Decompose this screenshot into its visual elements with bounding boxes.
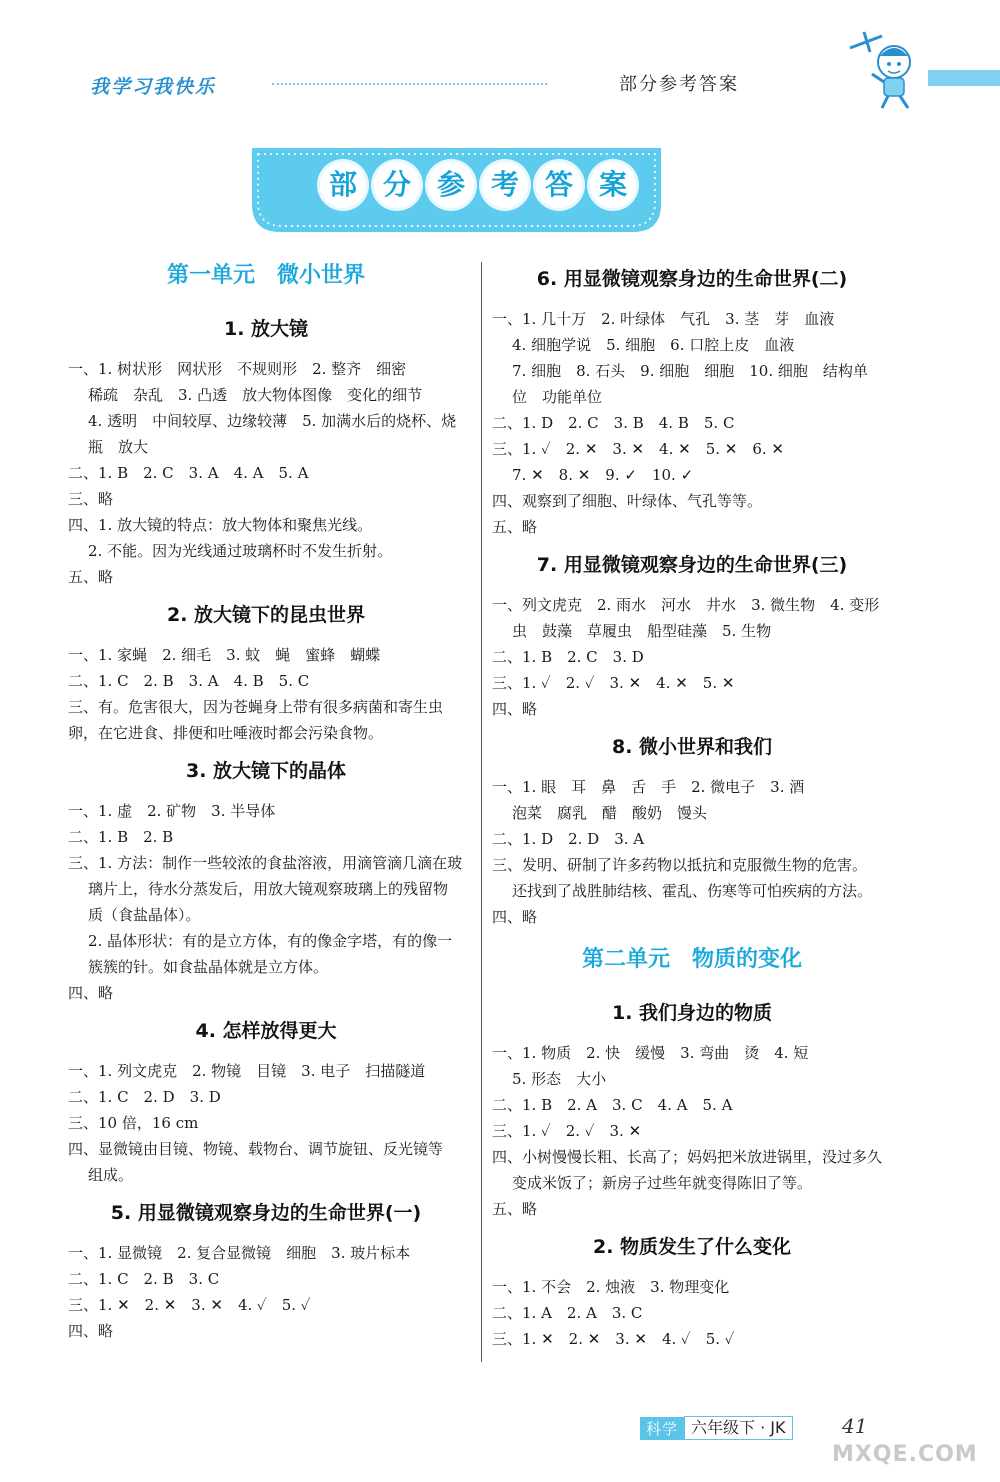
answer-line: 四、观察到了细胞、叶绿体、气孔等等。 [492, 492, 763, 510]
answer-line: 二、1. C 2. B 3. C [68, 1270, 220, 1288]
answer-line: 一、1. 显微镜 2. 复合显微镜 细胞 3. 玻片标本 [68, 1244, 411, 1262]
lesson-title: 1. 放大镜 [223, 318, 309, 340]
footer-subject: 科学 [640, 1417, 684, 1440]
answer-line: 一、1. 列文虎克 2. 物镜 目镜 3. 电子 扫描隧道 [68, 1062, 426, 1080]
answer-line: 三、有。危害很大，因为苍蝇身上带有很多病菌和寄生虫 [68, 698, 444, 716]
answer-line: 虫 鼓藻 草履虫 船型硅藻 5. 生物 [512, 622, 772, 640]
answer-line: 7. ✕ 8. ✕ 9. ✓ 10. ✓ [512, 466, 694, 484]
lesson-title: 2. 放大镜下的昆虫世界 [166, 604, 366, 626]
answer-line: 一、1. 物质 2. 快 缓慢 3. 弯曲 烫 4. 短 [492, 1044, 809, 1062]
answer-line: 五、略 [492, 518, 538, 536]
answer-line: 4. 透明 中间较厚、边缘较薄 5. 加满水后的烧杯、烧 [88, 412, 457, 430]
left-column [68, 254, 464, 1344]
answer-line: 4. 细胞学说 5. 细胞 6. 口腔上皮 血液 [512, 336, 795, 354]
unit-title: 第一单元 微小世界 [166, 263, 365, 288]
footer-grade: 六年级下 · JK [684, 1416, 792, 1440]
watermark-text: MXQE.COM [832, 1442, 978, 1467]
answer-line: 三、发明、研制了许多药物以抵抗和克服微生物的危害。 [492, 856, 868, 874]
right-lessons-b [492, 998, 892, 1352]
answer-line: 二、1. C 2. B 3. A 4. B 5. C [68, 672, 310, 690]
answer-line: 2. 不能。因为光线通过玻璃杯时不发生折射。 [88, 542, 393, 560]
answer-line: 三、略 [68, 490, 114, 508]
answer-line: 一、1. 不会 2. 烛液 3. 物理变化 [492, 1278, 730, 1296]
answer-line: 四、1. 放大镜的特点：放大物体和聚焦光线。 [68, 516, 373, 534]
answer-line: 一、1. 树状形 网状形 不规则形 2. 整齐 细密 [68, 360, 407, 378]
answer-line: 二、1. D 2. C 3. B 4. B 5. C [492, 414, 735, 432]
answer-line: 五、略 [492, 1200, 538, 1218]
answer-line: 泡菜 腐乳 醋 酸奶 馒头 [512, 804, 708, 822]
header-accent-bar [928, 70, 1000, 86]
answer-line: 五、略 [68, 568, 114, 586]
lesson-title: 5. 用显微镜观察身边的生命世界(一) [110, 1202, 422, 1224]
title-chars [320, 162, 636, 208]
answer-line: 四、略 [492, 700, 538, 718]
answer-line: 三、1. ✓ 2. ✓ 3. ✕ [492, 1122, 642, 1140]
title-char: 答 [536, 162, 582, 208]
title-char: 考 [482, 162, 528, 208]
answer-line: 二、1. D 2. D 3. A [492, 830, 645, 848]
lesson-title: 1. 我们身边的物质 [611, 1002, 773, 1024]
title-char: 分 [374, 162, 420, 208]
answer-line: 一、1. 虚 2. 矿物 3. 半导体 [68, 802, 276, 820]
answer-line: 还找到了战胜肺结核、霍乱、伤寒等可怕疾病的方法。 [512, 882, 873, 900]
page-number: 41 [842, 1414, 868, 1438]
answer-line: 四、略 [68, 1322, 114, 1340]
answer-line: 四、略 [492, 908, 538, 926]
lesson-title: 7. 用显微镜观察身边的生命世界(三) [536, 554, 848, 576]
column-divider [481, 262, 482, 1362]
answer-line: 2. 晶体形状：有的是立方体，有的像金字塔，有的像一 [88, 932, 453, 950]
answer-line: 组成。 [88, 1166, 134, 1184]
answer-line: 一、列文虎克 2. 雨水 河水 井水 3. 微生物 4. 变形 [492, 596, 880, 614]
lesson-title: 8. 微小世界和我们 [611, 736, 773, 758]
right-column [492, 254, 892, 1352]
answer-line: 二、1. B 2. B [68, 828, 174, 846]
answer-line: 卵，在它进食、排便和吐唾液时都会污染食物。 [68, 724, 384, 742]
answer-line: 一、1. 眼 耳 鼻 舌 手 2. 微电子 3. 酒 [492, 778, 805, 796]
lesson-title: 6. 用显微镜观察身边的生命世界(二) [536, 268, 848, 290]
answer-line: 簇簇的针。如食盐晶体就是立方体。 [88, 958, 329, 976]
answer-line: 三、1. 方法：制作一些较浓的食盐溶液，用滴管滴几滴在玻 [68, 854, 463, 872]
lesson-title: 2. 物质发生了什么变化 [592, 1236, 792, 1258]
right-lessons-a [492, 264, 892, 930]
header-dotted-rule [272, 83, 547, 85]
left-lessons [68, 314, 464, 1344]
answer-line: 三、1. ✕ 2. ✕ 3. ✕ 4. ✓ 5. ✓ [492, 1330, 735, 1348]
answer-line: 瓶 放大 [88, 438, 149, 456]
answer-line: 璃片上，待水分蒸发后，用放大镜观察玻璃上的残留物 [88, 880, 449, 898]
lesson-title: 4. 怎样放得更大 [195, 1020, 337, 1042]
header-right-title: 部分参考答案 [619, 74, 739, 95]
title-char: 案 [590, 162, 636, 208]
answer-line: 变成米饭了；新房子过些年就变得陈旧了等。 [512, 1174, 813, 1192]
title-char: 部 [320, 162, 366, 208]
answer-line: 位 功能单位 [512, 388, 603, 406]
answer-line: 质（食盐晶体）。 [88, 906, 201, 924]
answer-line: 三、1. ✓ 2. ✕ 3. ✕ 4. ✕ 5. ✕ 6. ✕ [492, 440, 784, 458]
answer-line: 7. 细胞 8. 石头 9. 细胞 细胞 10. 细胞 结构单 [512, 362, 868, 380]
answer-line: 5. 形态 大小 [512, 1070, 607, 1088]
answer-line: 三、10 倍，16 cm [68, 1114, 199, 1132]
answer-line: 四、小树慢慢长粗、长高了；妈妈把米放进锅里，没过多久 [492, 1148, 883, 1166]
lesson-title: 3. 放大镜下的晶体 [185, 760, 347, 782]
answer-line: 一、1. 几十万 2. 叶绿体 气孔 3. 茎 芽 血液 [492, 310, 835, 328]
answer-line: 稀疏 杂乱 3. 凸透 放大物体图像 变化的细节 [88, 386, 423, 404]
answer-line: 二、1. B 2. A 3. C 4. A 5. A [492, 1096, 733, 1114]
answer-line: 二、1. A 2. A 3. C [492, 1304, 643, 1322]
unit-title: 第二单元 物质的变化 [581, 947, 802, 972]
answer-line: 三、1. ✕ 2. ✕ 3. ✕ 4. ✓ 5. ✓ [68, 1296, 311, 1314]
mascot-illustration [842, 28, 922, 113]
answer-line: 二、1. B 2. C 3. D [492, 648, 644, 666]
answer-line: 四、略 [68, 984, 114, 1002]
footer-tag [640, 1416, 793, 1440]
answer-line: 二、1. C 2. D 3. D [68, 1088, 221, 1106]
header-slogan: 我学习我快乐 [90, 76, 217, 98]
answer-line: 二、1. B 2. C 3. A 4. A 5. A [68, 464, 309, 482]
answer-line: 三、1. ✓ 2. ✓ 3. ✕ 4. ✕ 5. ✕ [492, 674, 735, 692]
answer-line: 一、1. 家蝇 2. 细毛 3. 蚊 蝇 蜜蜂 蝴蝶 [68, 646, 381, 664]
title-char: 参 [428, 162, 474, 208]
answer-line: 四、显微镜由目镜、物镜、载物台、调节旋钮、反光镜等 [68, 1140, 444, 1158]
page-title-banner [252, 148, 661, 232]
